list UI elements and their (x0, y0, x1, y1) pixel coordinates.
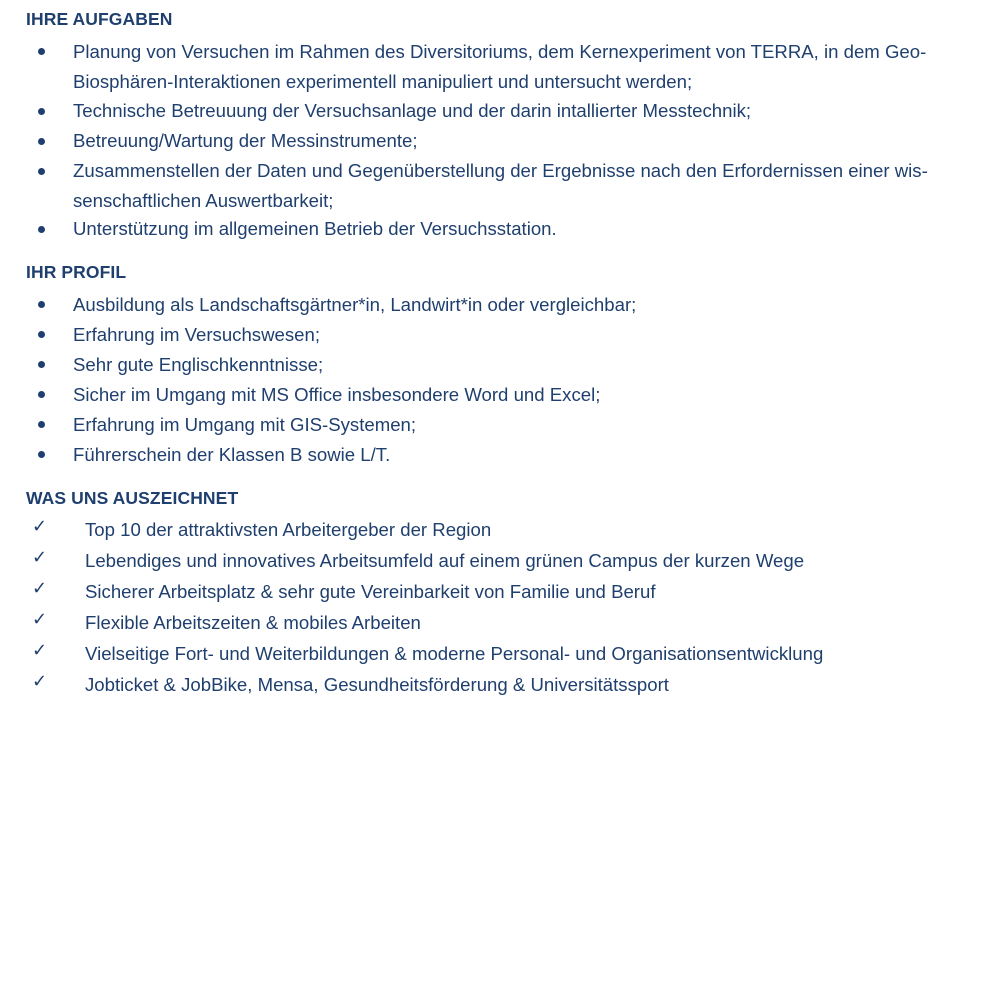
bullet-icon (38, 421, 45, 428)
bullet-icon (38, 301, 45, 308)
checkmark-icon: ✓ (32, 671, 48, 692)
list-item-text: Top 10 der attraktivsten Arbeitergeber der Region (85, 519, 492, 540)
list-item-text: Biosphären-Interaktionen experimentell manipuliert und untersucht werden; (73, 71, 693, 92)
bullet-icon (38, 226, 45, 233)
checkmark-icon: ✓ (32, 640, 48, 661)
list-item-text: Technische Betreuuung der Versuchsanlage und der darin intallierter Messtechnik; (73, 100, 752, 121)
list-item-text: Ausbildung als Landschaftsgärtner*in, Landwirt*in oder vergleichbar; (73, 294, 637, 315)
bullet-icon (38, 108, 45, 115)
bullet-icon (38, 451, 45, 458)
list-item-text: Betreuung/Wartung der Messinstrumente; (73, 130, 418, 151)
list-item-text: Sehr gute Englischkenntnisse; (73, 354, 324, 375)
bullet-icon (38, 138, 45, 145)
list-item-text: Vielseitige Fort- und Weiterbildungen & moderne Personal- und Organisationsentwicklung (85, 643, 824, 664)
list-item-text: Erfahrung im Versuchswesen; (73, 324, 321, 345)
list-item-text: Unterstützung im allgemeinen Betrieb der Versuchsstation. (73, 218, 557, 239)
profile-heading: IHR PROFIL (26, 262, 127, 282)
bullet-icon (38, 391, 45, 398)
checkmark-icon: ✓ (32, 547, 48, 568)
list-item-text: Sicher im Umgang mit MS Office insbesondere Word und Excel; (73, 384, 601, 405)
list-item-text: Planung von Versuchen im Rahmen des Diversitoriums, dem Kernexperiment von TERRA, in dem Geo- (73, 41, 927, 62)
bullet-icon (38, 331, 45, 338)
list-item-text: Führerschein der Klassen B sowie L/T. (73, 444, 391, 465)
bullet-icon (38, 168, 45, 175)
list-item-text: Zusammenstellen der Daten und Gegenüberstellung der Ergebnisse nach den Erfordernissen einer wis- (73, 160, 928, 181)
bullet-icon (38, 48, 45, 55)
benefits-heading: WAS UNS AUSZEICHNET (26, 488, 239, 508)
list-item-text: Flexible Arbeitszeiten & mobiles Arbeiten (85, 612, 421, 633)
list-item-text: Lebendiges und innovatives Arbeitsumfeld auf einem grünen Campus der kurzen Wege (85, 550, 805, 571)
checkmark-icon: ✓ (32, 578, 48, 599)
list-item-text: senschaftlichen Auswertbarkeit; (73, 190, 334, 211)
bullet-icon (38, 361, 45, 368)
tasks-heading: IHRE AUFGABEN (26, 9, 173, 29)
checkmark-icon: ✓ (32, 516, 48, 537)
list-item-text: Jobticket & JobBike, Mensa, Gesundheitsförderung & Universitätssport (85, 674, 669, 695)
list-item-text: Erfahrung im Umgang mit GIS-Systemen; (73, 414, 417, 435)
list-item-text: Sicherer Arbeitsplatz & sehr gute Vereinbarkeit von Familie und Beruf (85, 581, 656, 602)
checkmark-icon: ✓ (32, 609, 48, 630)
